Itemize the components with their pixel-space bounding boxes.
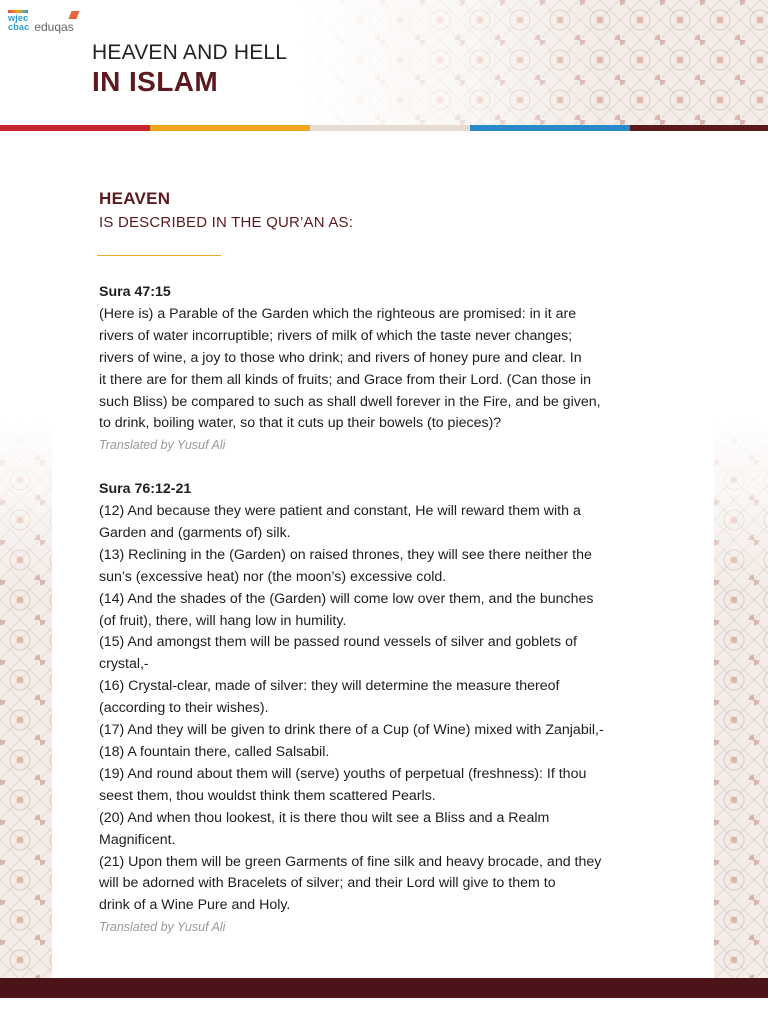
verse-line: (20) And when thou lookest, it is there thou wilt see a Bliss and a Realm [99,809,550,826]
verse-line: (18) A fountain there, called Salsabil. [99,744,330,761]
verse-line: (12) And because they were patient and constant, He will reward them with a [99,503,581,520]
verse-line: (15) And amongst them will be passed round vessels of silver and goblets of [99,634,577,651]
band-beige [310,125,470,131]
section-subheading: IS DESCRIBED IN THE QUR’AN AS: [99,214,354,231]
sura-reference: Sura 47:15 [99,284,171,300]
eduqas-flag-icon [68,11,79,19]
passages [99,282,684,939]
verse-line: (17) And they will be given to drink there of a Cup (of Wine) mixed with Zanjabil,- [99,722,604,739]
header-color-band [0,125,768,131]
eduqas-text: eduqas [34,20,74,34]
wjec-text: wjec [8,13,29,23]
verse-line: (13) Reclining in the (Garden) on raised thrones, they will see there neither the [99,546,592,563]
passage-block [99,282,684,457]
band-maroon [630,125,768,131]
verse-line: rivers of water incorruptible; rivers of milk of which the taste never changes; [99,327,573,344]
band-blue [470,125,630,131]
verse-line: (Here is) a Parable of the Garden which the righteous are promised: in it are [99,305,577,322]
cbac-text: cbac [8,22,30,32]
passage-spacer [99,457,684,479]
header-pattern [300,0,768,125]
band-gold [150,125,310,131]
verse-line: (16) Crystal-clear, made of silver: they will determine the measure thereof [99,678,560,695]
passage-block [99,479,684,939]
verse-line: such Bliss) be compared to such as shall dwell forever in the Fire, and be given, [99,393,601,410]
wjec-cbac-logo [8,10,29,32]
wjec-eduqas-logo [8,10,74,34]
verse-line: (19) And round about them will (serve) youths of perpetual (freshness): If thou [99,765,587,782]
verse-line: (of fruit), there, will hang low in humility. [99,612,347,629]
verse-line: Magnificent. [99,831,176,848]
band-red [0,125,150,131]
verse-line: (according to their wishes). [99,700,269,717]
verse-line: crystal,- [99,656,149,673]
left-border-pattern [0,420,52,978]
verse-line: Garden and (garments of) silk. [99,524,291,541]
verse-line: rivers of wine, a joy to those who drink; and rivers of honey pure and clear. In [99,349,582,366]
verse-line: will be adorned with Bracelets of silver; and their Lord will give to them to [99,875,556,892]
page-title-line2: IN ISLAM [92,66,219,97]
verse-line: to drink, boiling water, so that it cuts up their bowels (to pieces)? [99,415,502,432]
verse-line: seest them, thou wouldst think them scattered Pearls. [99,787,436,804]
section-heading: HEAVEN [99,189,171,208]
translation-credit: Translated by Yusuf Ali [99,920,226,935]
right-border-pattern [714,420,768,978]
eduqas-logo [34,20,73,34]
sura-reference: Sura 76:12-21 [99,481,192,498]
verse-line: it there are for them all kinds of fruits; and Grace from their Lord. (Can those in [99,371,592,388]
translation-credit: Translated by Yusuf Ali [99,438,226,453]
footer-band [0,978,768,998]
heading-underline [97,255,221,256]
verse-line: drink of a Wine Pure and Holy. [99,897,291,914]
verse-line: (21) Upon them will be green Garments of fine silk and heavy brocade, and they [99,853,602,870]
page-title-line1: HEAVEN AND HELL [92,41,288,64]
verse-line: sun’s (excessive heat) nor (the moon’s) excessive cold. [99,568,447,585]
verse-line: (14) And the shades of the (Garden) will come low over them, and the bunches [99,590,594,607]
